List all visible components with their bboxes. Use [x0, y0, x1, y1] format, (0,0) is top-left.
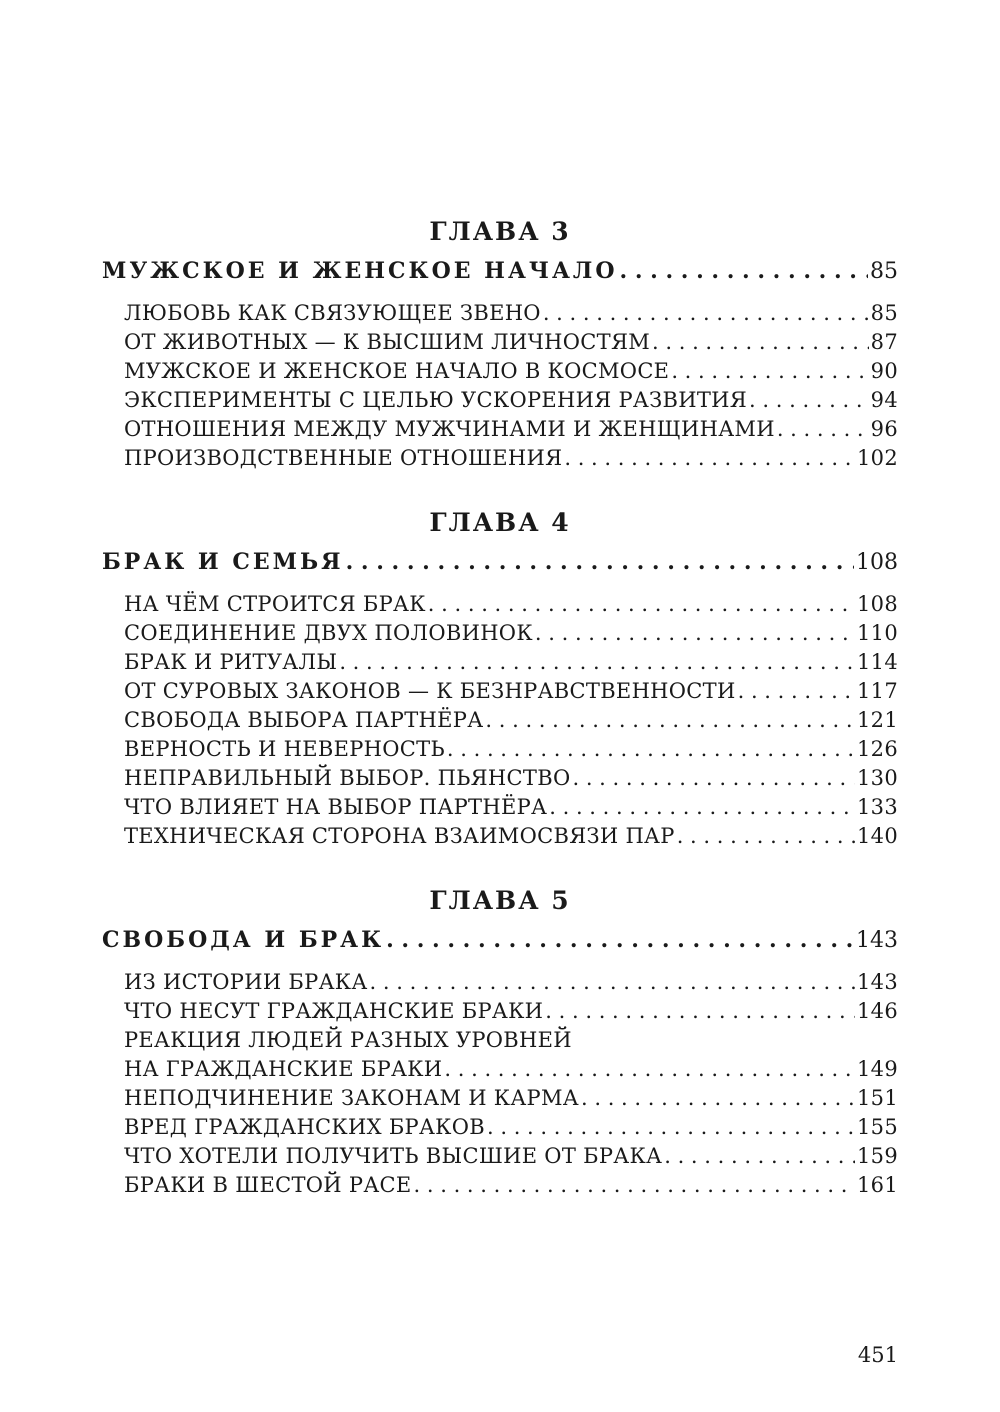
dot-leader: [549, 793, 855, 822]
toc-entry[interactable]: [124, 1142, 898, 1171]
dot-leader: [738, 677, 855, 706]
dot-leader: [346, 547, 854, 577]
dot-leader: [572, 764, 855, 793]
page-ref: 121: [857, 708, 898, 732]
page-ref: 85: [870, 301, 898, 325]
toc-entry[interactable]: [124, 997, 898, 1026]
toc-entry[interactable]: [124, 1084, 898, 1113]
toc-entry-title: МУЖСКОЕ И ЖЕНСКОЕ НАЧАЛО В КОСМОСЕ: [124, 359, 670, 383]
page-ref: 149: [857, 1057, 898, 1081]
toc-entry-title: СВОБОДА ВЫБОРА ПАРТНЁРА: [124, 708, 484, 732]
page-ref: 114: [857, 650, 898, 674]
toc-entry[interactable]: [124, 706, 898, 735]
page-ref: 108: [857, 592, 898, 616]
toc-entry[interactable]: [124, 677, 898, 706]
dot-leader: [620, 256, 869, 286]
toc-entry[interactable]: [124, 648, 898, 677]
toc-entry-title: НА ЧЁМ СТРОИТСЯ БРАК: [124, 592, 426, 616]
section-list: [102, 968, 898, 1200]
toc-entry-title: ЧТО ХОТЕЛИ ПОЛУЧИТЬ ВЫСШИЕ ОТ БРАКА: [124, 1144, 663, 1168]
toc-entry[interactable]: [124, 444, 898, 473]
dot-leader: [487, 1113, 855, 1142]
page-ref: 133: [857, 795, 898, 819]
toc-entry[interactable]: [124, 822, 898, 851]
toc-entry-title: ЭКСПЕРИМЕНТЫ С ЦЕЛЬЮ УСКОРЕНИЯ РАЗВИТИЯ: [124, 388, 748, 412]
dot-leader: [545, 997, 855, 1026]
dot-leader: [564, 444, 855, 473]
toc-entry[interactable]: [124, 386, 898, 415]
page-ref: 94: [870, 388, 898, 412]
toc-entry-title: НЕПОДЧИНЕНИЕ ЗАКОНАМ И КАРМА: [124, 1086, 579, 1110]
page-ref: 87: [870, 330, 898, 354]
page-ref: 130: [857, 766, 898, 790]
toc-entry-title: ОТ СУРОВЫХ ЗАКОНОВ — К БЕЗНРАВСТВЕННОСТИ: [124, 679, 736, 703]
page-ref: 159: [857, 1144, 898, 1168]
chapter-section: [102, 883, 898, 1200]
chapter-title: СВОБОДА И БРАК: [102, 927, 385, 953]
page-number: 451: [857, 1343, 898, 1367]
toc-entry-title: ВРЕД ГРАЖДАНСКИХ БРАКОВ: [124, 1115, 485, 1139]
page-ref: 90: [870, 359, 898, 383]
dot-leader: [444, 1055, 855, 1084]
toc-entry-title: РЕАКЦИЯ ЛЮДЕЙ РАЗНЫХ УРОВНЕЙ: [124, 1028, 572, 1052]
toc-entry-title: ИЗ ИСТОРИИ БРАКА: [124, 970, 368, 994]
chapter-section: [102, 214, 898, 473]
dot-leader: [652, 328, 869, 357]
dot-leader: [414, 1171, 855, 1200]
toc-entry[interactable]: [124, 793, 898, 822]
toc-entry[interactable]: [124, 735, 898, 764]
page-ref: 85: [870, 259, 898, 284]
page-ref: 143: [856, 928, 898, 953]
toc-entry-title: ЛЮБОВЬ КАК СВЯЗУЮЩЕЕ ЗВЕНО: [124, 301, 541, 325]
toc-entry-first-line[interactable]: [124, 1026, 898, 1055]
toc-entry[interactable]: [124, 590, 898, 619]
dot-leader: [386, 925, 854, 955]
toc-entry-title: ЧТО НЕСУТ ГРАЖДАНСКИЕ БРАКИ: [124, 999, 544, 1023]
chapter-heading: ГЛАВА 4: [429, 508, 571, 537]
toc-entry[interactable]: [124, 968, 898, 997]
toc-entry-title: ОТНОШЕНИЯ МЕЖДУ МУЖЧИНАМИ И ЖЕНЩИНАМИ: [124, 417, 775, 441]
chapter-title-entry[interactable]: [102, 256, 898, 287]
toc-entry-title: БРАК И РИТУАЛЫ: [124, 650, 338, 674]
toc-entry-title: БРАКИ В ШЕСТОЙ РАСЕ: [124, 1173, 412, 1197]
chapter-section: [102, 505, 898, 851]
page-ref: 117: [857, 679, 898, 703]
toc-entry[interactable]: [124, 357, 898, 386]
dot-leader: [339, 648, 855, 677]
chapter-heading: ГЛАВА 3: [429, 217, 571, 246]
page-ref: 102: [857, 446, 898, 470]
dot-leader: [535, 619, 855, 648]
dot-leader: [370, 968, 855, 997]
page-ref: 110: [857, 621, 898, 645]
chapter-title: БРАК И СЕМЬЯ: [102, 549, 344, 575]
page-ref: 143: [857, 970, 898, 994]
dot-leader: [671, 357, 868, 386]
toc-entry-title-continuation: НА ГРАЖДАНСКИЕ БРАКИ: [124, 1057, 443, 1081]
toc-entry-title: ПРОИЗВОДСТВЕННЫЕ ОТНОШЕНИЯ: [124, 446, 563, 470]
dot-leader: [543, 299, 869, 328]
toc-entry-title: ВЕРНОСТЬ И НЕВЕРНОСТЬ: [124, 737, 445, 761]
dot-leader: [677, 822, 855, 851]
dot-leader: [664, 1142, 855, 1171]
chapter-title: МУЖСКОЕ И ЖЕНСКОЕ НАЧАЛО: [102, 258, 618, 284]
toc-entry-title: ЧТО ВЛИЯЕТ НА ВЫБОР ПАРТНЁРА: [124, 795, 548, 819]
dot-leader: [777, 415, 869, 444]
page-ref: 96: [870, 417, 898, 441]
toc-entry[interactable]: [124, 328, 898, 357]
toc-entry-title: ОТ ЖИВОТНЫХ — К ВЫСШИМ ЛИЧНОСТЯМ: [124, 330, 651, 354]
page-ref: 161: [857, 1173, 898, 1197]
page-ref: 151: [857, 1086, 898, 1110]
dot-leader: [428, 590, 855, 619]
toc-entry[interactable]: [124, 1171, 898, 1200]
dot-leader: [447, 735, 855, 764]
page-ref: 108: [856, 550, 898, 575]
dot-leader: [581, 1084, 855, 1113]
toc-entry-title: СОЕДИНЕНИЕ ДВУХ ПОЛОВИНОК: [124, 621, 533, 645]
toc-entry-title: ТЕХНИЧЕСКАЯ СТОРОНА ВЗАИМОСВЯЗИ ПАР: [124, 824, 675, 848]
page-ref: 126: [857, 737, 898, 761]
toc-entry[interactable]: [124, 764, 898, 793]
chapter-title-entry[interactable]: [102, 925, 898, 956]
chapter-heading: ГЛАВА 5: [429, 886, 571, 915]
toc-entry-title: НЕПРАВИЛЬНЫЙ ВЫБОР. ПЬЯНСТВО: [124, 766, 571, 790]
dot-leader: [485, 706, 855, 735]
toc-entry[interactable]: [124, 415, 898, 444]
page-ref: 140: [857, 824, 898, 848]
toc-entry[interactable]: [124, 619, 898, 648]
toc-entry[interactable]: [124, 299, 898, 328]
table-of-contents: [102, 214, 898, 1200]
chapter-title-entry[interactable]: [102, 547, 898, 578]
page-ref: 155: [857, 1115, 898, 1139]
section-list: [102, 299, 898, 473]
toc-entry[interactable]: [124, 1113, 898, 1142]
dot-leader: [749, 386, 869, 415]
section-list: [102, 590, 898, 851]
page-ref: 146: [857, 999, 898, 1023]
toc-entry[interactable]: [124, 1055, 898, 1084]
